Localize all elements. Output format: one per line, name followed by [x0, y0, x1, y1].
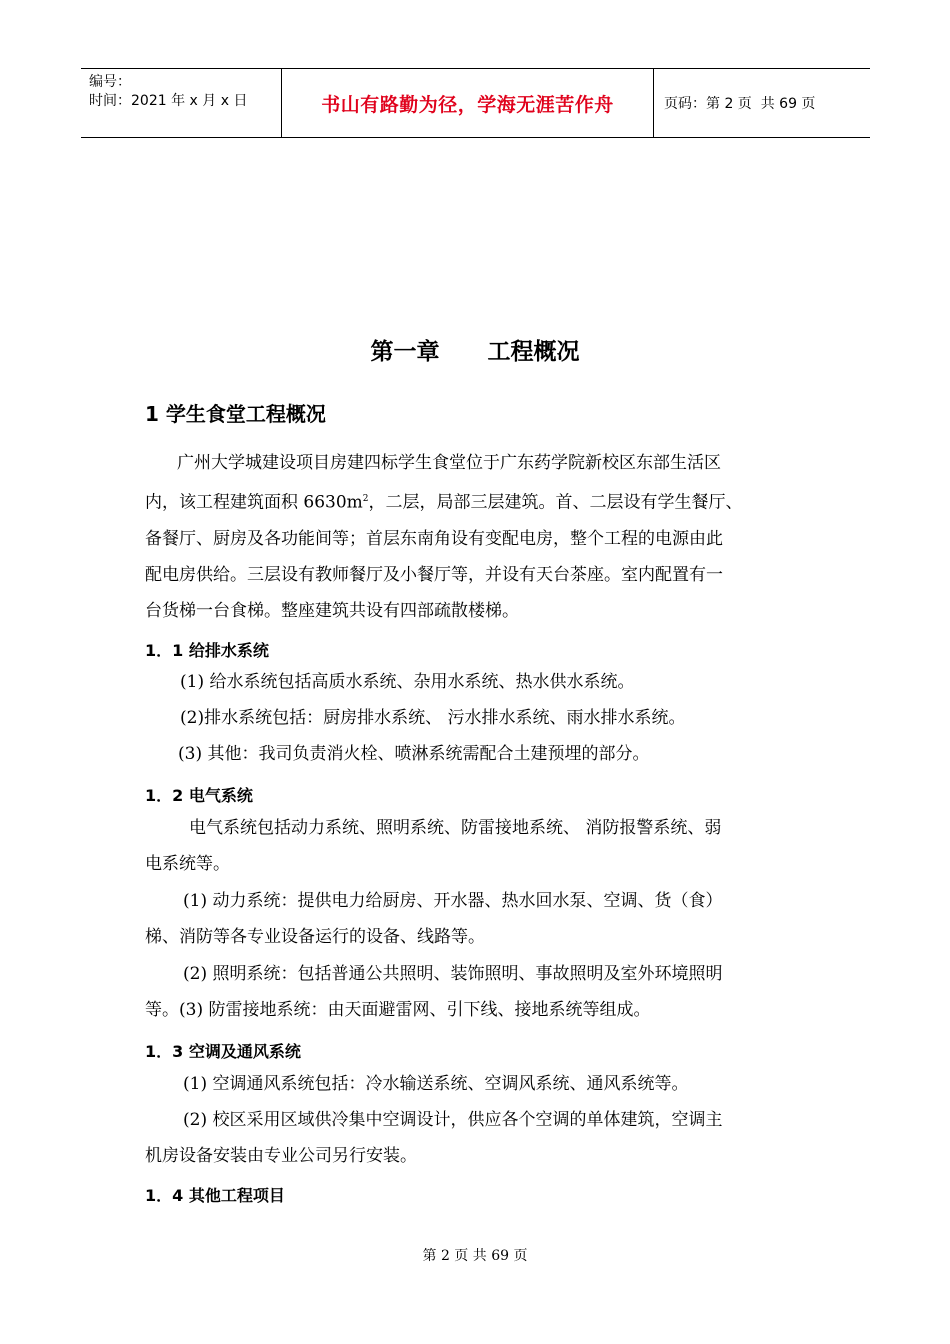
chapter-title — [0, 333, 950, 366]
header-meta-cell — [81, 69, 282, 137]
paragraph-line: 广州大学城建设项目房建四标学生食堂位于广东药学院新校区东部生活区 — [177, 453, 721, 473]
section-1-2-title: 1．2 电气系统 — [145, 786, 253, 805]
paragraph-line: 备餐厅、厨房及各功能间等；首层东南角设有变配电房，整个工程的电源由此 — [145, 528, 723, 549]
time-label: 时间：2021 年 x 月 x 日 — [89, 93, 248, 109]
list-item: (3) 其他：我司负责消火栓、喷淋系统需配合土建预埋的部分。 — [178, 744, 650, 764]
number-label: 编号： — [89, 74, 131, 90]
list-item: (2)排水系统包括：厨房排水系统、 污水排水系统、雨水排水系统。 — [180, 708, 686, 728]
paragraph-line: 电气系统包括动力系统、照明系统、防雷接地系统、 消防报警系统、弱 — [189, 818, 722, 838]
section-1-2-intro — [145, 810, 810, 882]
section-1-4-title: 1．4 其他工程项目 — [145, 1186, 285, 1205]
chapter-number: 第一章 — [370, 339, 440, 365]
paragraph-line: 机房设备安装由专业公司另行安装。 — [145, 1146, 417, 1166]
paragraph-line: (2) 校区采用区域供冷集中空调设计，供应各个空调的单体建筑，空调主 — [183, 1110, 723, 1130]
section-1-1-title: 1．1 给排水系统 — [145, 641, 269, 660]
section-1-intro — [145, 445, 810, 629]
paragraph-line: 配电房供给。三层设有教师餐厅及小餐厅等，并设有天台茶座。室内配置有一 — [145, 564, 723, 585]
unit-superscript: 2 — [362, 494, 369, 504]
header-page-cell — [654, 69, 870, 137]
paragraph-line: (2) 照明系统：包括普通公共照明、装饰照明、事故照明及室外环境照明 — [183, 964, 723, 984]
paragraph-line: 内，该工程建筑面积 $6630m^2$，二层，局部三层建筑。首、二层设有学生餐厅、 — [145, 492, 743, 513]
chapter-name: 工程概况 — [487, 339, 580, 365]
section-1-title: 1 学生食堂工程概况 — [145, 402, 326, 426]
list-item: (1) 空调通风系统包括：冷水输送系统、空调风系统、通风系统等。 — [183, 1074, 689, 1094]
paragraph-line: 梯、消防等各专业设备运行的设备、线路等。 — [145, 927, 485, 947]
motto-text: 书山有路勤为径，学海无涯苦作舟 — [321, 93, 614, 116]
paragraph-line: 电系统等。 — [145, 854, 230, 874]
paragraph-line: 等。(3) 防雷接地系统：由天面避雷网、引下线、接地系统等组成。 — [145, 1000, 651, 1020]
power-system-paragraph — [145, 883, 810, 955]
paragraph-line: 台货梯一台食梯。整座建筑共设有四部疏散楼梯。 — [145, 600, 519, 621]
lighting-system-paragraph — [145, 956, 810, 1028]
document-header — [81, 68, 870, 138]
paragraph-line: (1) 动力系统：提供电力给厨房、开水器、热水回水泵、空调、货（食） — [183, 891, 723, 911]
page-footer: 第 2 页 共 69 页 — [422, 1248, 528, 1264]
district-cooling-paragraph — [145, 1102, 810, 1174]
list-item: (1) 给水系统包括高质水系统、杂用水系统、热水供水系统。 — [180, 672, 635, 692]
section-1-3-title: 1．3 空调及通风系统 — [145, 1042, 301, 1061]
header-motto-cell — [282, 69, 654, 137]
page-info: 页码：第 2 页 共 69 页 — [664, 96, 816, 112]
